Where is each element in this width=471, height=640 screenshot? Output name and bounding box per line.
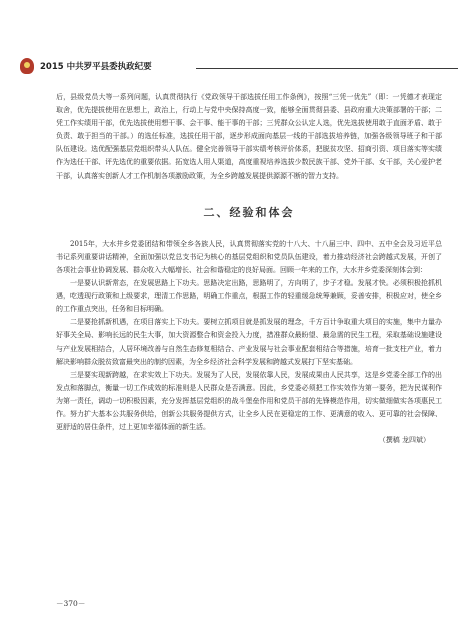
- party-emblem-icon: [20, 58, 34, 74]
- paragraph-point-two: 二是要抢抓新机遇，在项目落实上下功夫。要树立抓项目就是抓发展的理念，千方百计争取重大项目的实施，集中力量办好事关全局、影响长远的民生大事，加大资源整合和资金投入力度，措准群众最盼望、最急需的民生工程，采取基础设施建设与产业发展相结合，人居环境改善与自然生态修复相结合、产业发展与社会事业配套相结合等措施，培育一批支柱产业，着力解决影响群众脱贫致富最突出的制约因素，为全乡经济社会科学发展和跨越式发展打下坚实基础。: [56, 318, 442, 366]
- paragraph-summary: 2015年，大水井乡党委团结和带领全乡各族人民，认真贯彻落实党的十八大、十八届三中、四中、五中全会及习近平总书记系列重要讲话精神，全面加强以党总支书记为核心的基层党组织和党员队伍建设，着力推动经济社会跨越式发展，开创了各项社会事业协调发展、群众收入大幅增长、社会和谐稳定的良好局面。回顾一年来的工作，大水井乡党委深刻体会到：: [56, 239, 442, 274]
- paragraph-intro-continuation: 后，县级党员大等一系列问题，认真贯彻执行《党政领导干部选拔任用工作条例》，按照“三凭一优先”（即：一凭德才表现定取舍，优先提拔使用在思想上，政治上，行动上与党中央保持高度一致，能够全面贯彻县委、县政府重大决策部署的干部；二凭工作实绩用干部，优先选拔使用想干事、会干事、能干事的干部；三凭群众公认定人选，优先选拔使用敢于直面矛盾、敢于负责、敢于担当的干部。）的选任标准，选拔任用干部，逐步形成面向基层一线的干部选拔培养链，加强各级领导班子和干部队伍建设。选优配强基层党组织带头人队伍。健全完善领导干部实绩考核评价体系，把脱贫攻坚、招商引资、项目落实等实绩作为选任干部、评先选优的重要依据。拓宽选人用人渠道，高度重视培养选拔少数民族干部、党外干部、女干部，关心爱护老干部，认真落实创新人才工作机制各项激励政策，为全乡跨越发展提供源源不断的智力支持。: [56, 93, 442, 180]
- paragraph-point-three: 三是要实现新跨越，在求实效上下功夫。发展为了人民，发展依靠人民，发展成果由人民共享，这是乡党委全部工作的出发点和落脚点，衡量一切工作成效的标准则是人民群众是否满意。因此，乡党委必须把工作实效作为第一要务，把为民谋利作为第一责任，调动一切积极因素，充分发挥基层党组织的战斗堡垒作用和党员干部的先锋模范作用，切实做细做实各项惠民工作。努力扩大基本公共服务供给，创新公共服务提供方式，让全乡人民在更稳定的工作、更满意的收入、更可靠的社会保障、更舒适的居住条件，过上更加幸福体面的新生活。: [56, 370, 442, 432]
- section-title: 二、经验和体会: [203, 205, 295, 219]
- author-signature: （撰稿 龙四斌）: [378, 436, 430, 445]
- page-number: －370－: [56, 599, 86, 608]
- paragraph-point-one: 一是要认识新常态，在发展思路上下功夫。思路决定出路，思路明了，方向明了，步子才稳。发展才快。必须积极抢抓机遇，吃透现行政策和上级要求，理清工作思路，明确工作重点，根据工作的轻重缓急统筹兼顾，妥善安排，积极应对，使全乡的工作重点突出，任务和目标明确。: [56, 279, 442, 314]
- header-rule: [196, 68, 458, 69]
- header-title: 2015 中共罗平县委执政纪要: [40, 62, 152, 72]
- running-header: [18, 60, 458, 80]
- document-body: [56, 91, 442, 447]
